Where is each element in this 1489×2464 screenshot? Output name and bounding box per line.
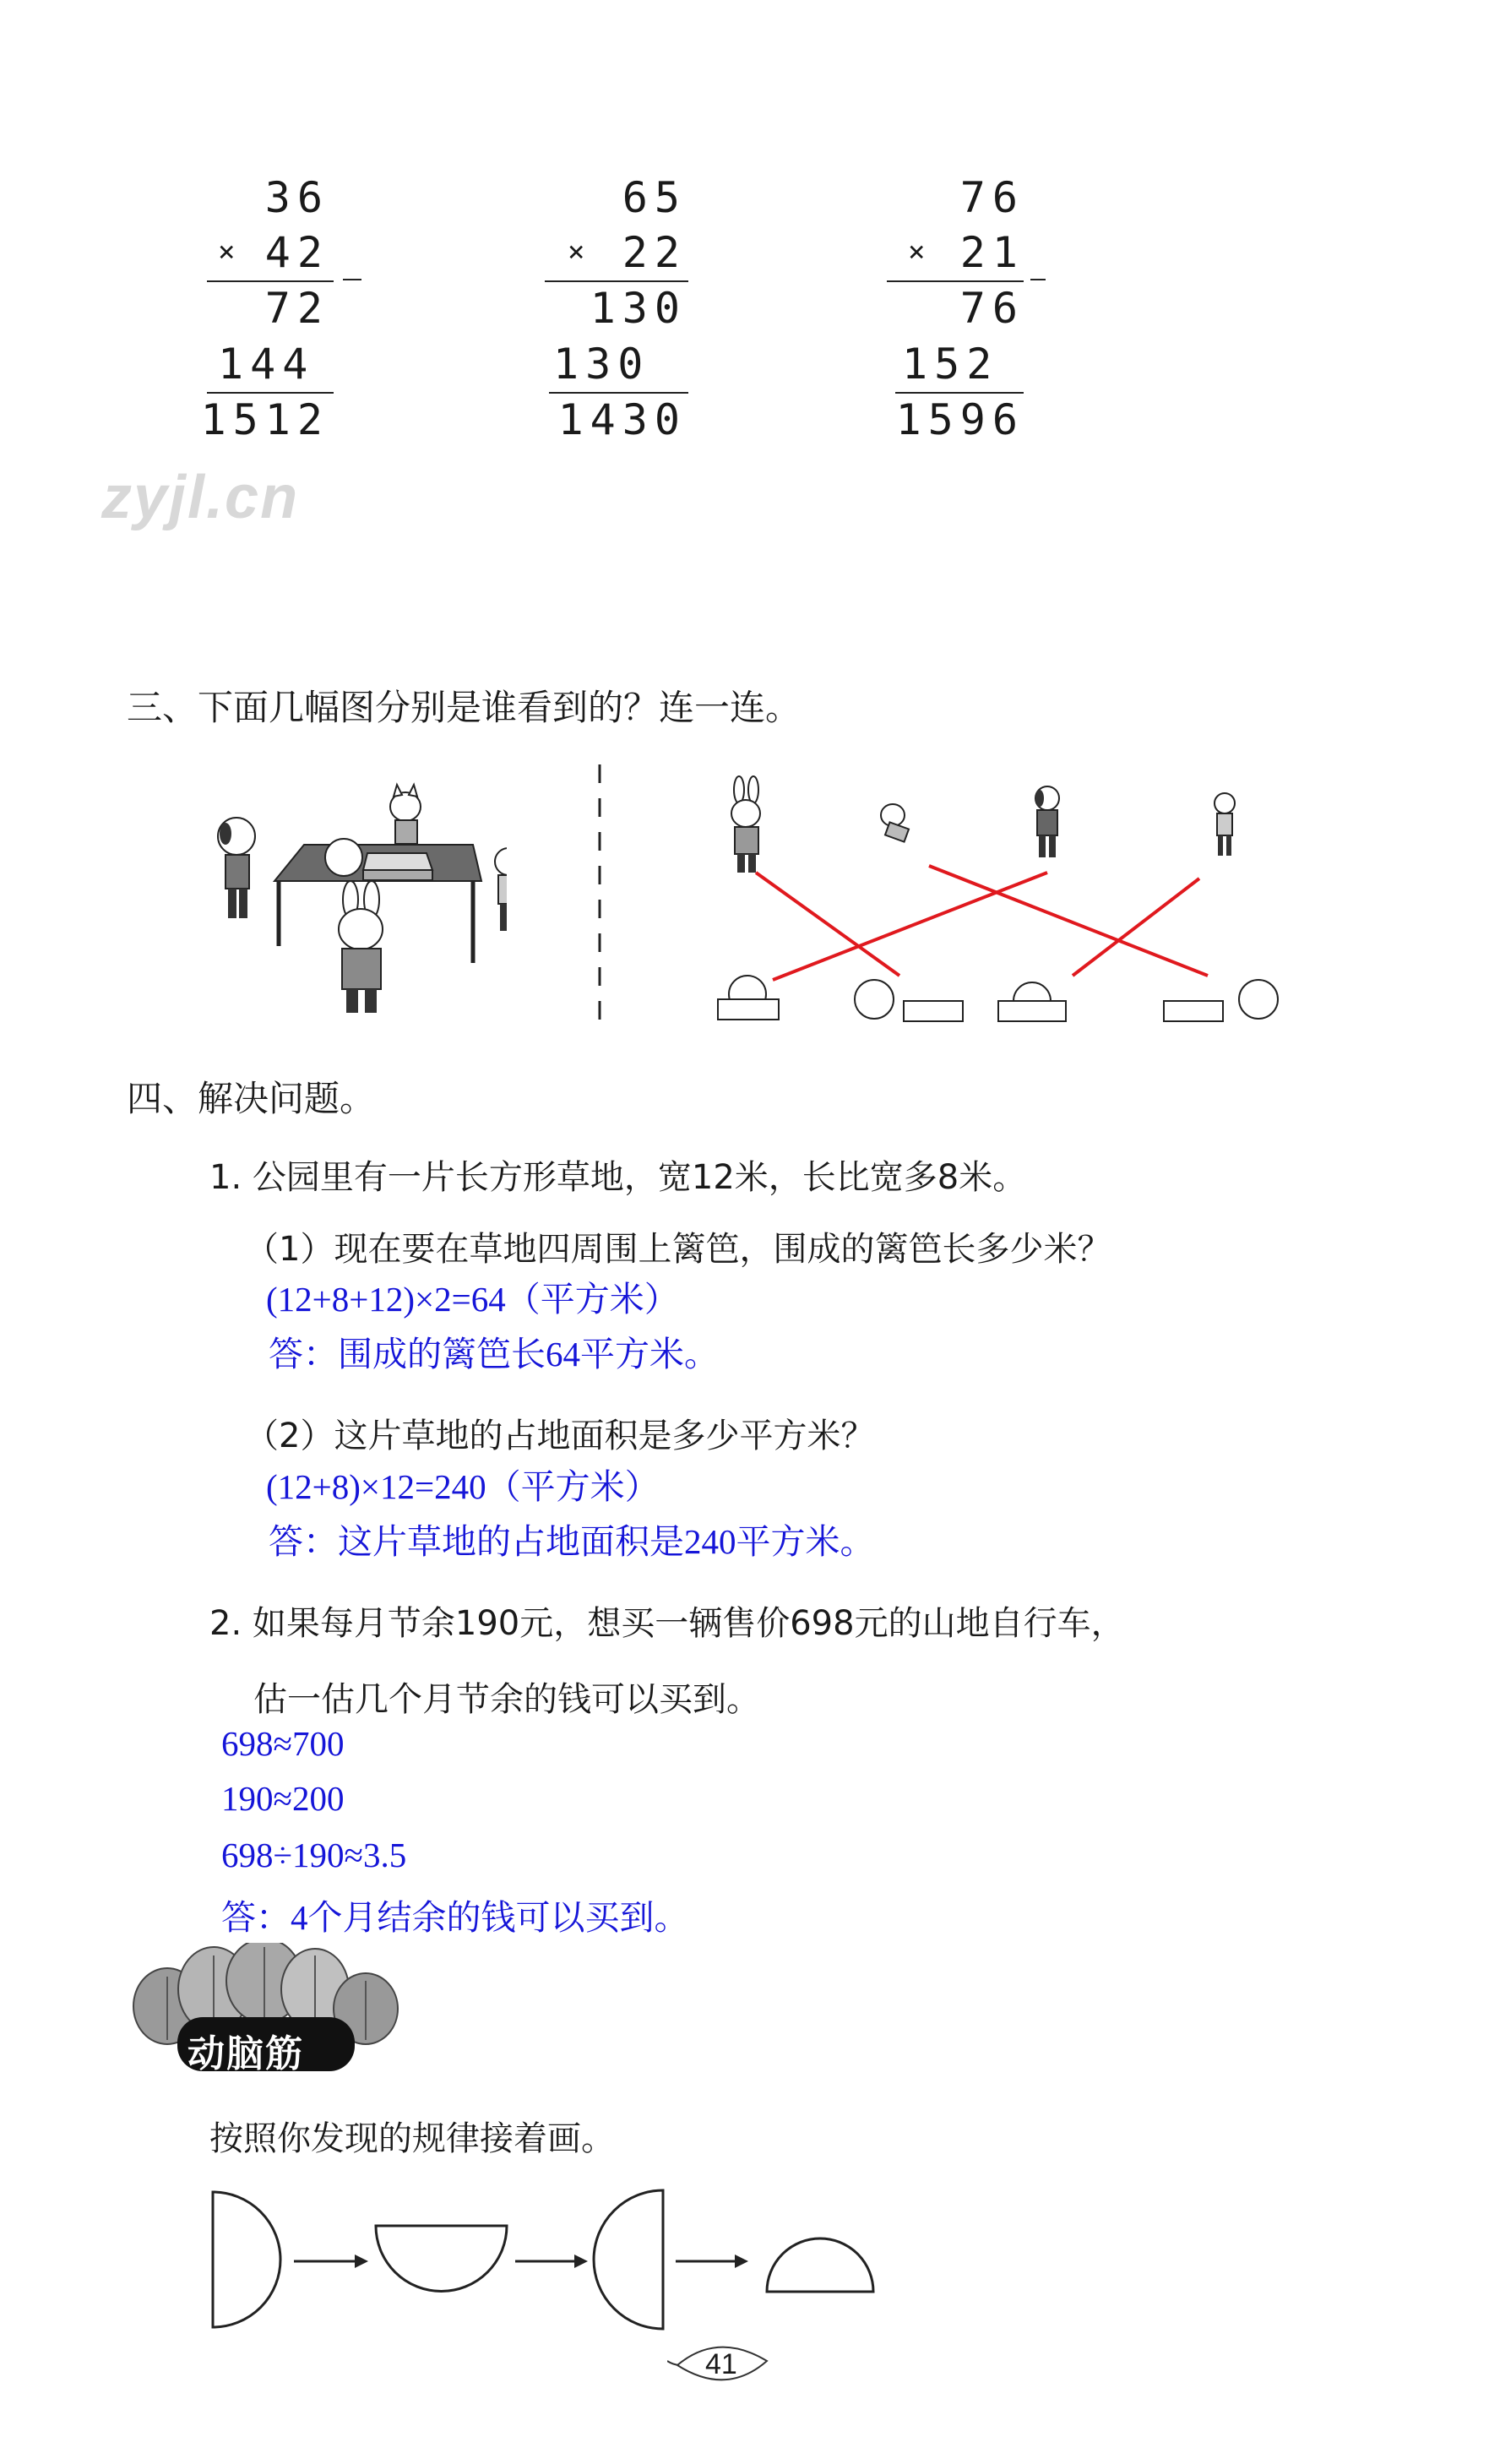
match-line bbox=[929, 866, 1208, 976]
calc-partial2: 130 bbox=[553, 340, 650, 389]
view-1 bbox=[718, 976, 779, 1020]
cat-figure bbox=[390, 785, 421, 844]
calc-result: 1512 bbox=[200, 395, 329, 444]
monkey-figure bbox=[1215, 793, 1235, 856]
calc-result: 1430 bbox=[557, 395, 687, 444]
problem2-text2: 估一估几个月节余的钱可以买到。 bbox=[253, 1680, 760, 1719]
cat-figure bbox=[881, 804, 909, 842]
half-circle-left bbox=[594, 2190, 663, 2329]
problem1-a2-answer: 答：这片草地的占地面积是240平方米。 bbox=[269, 1522, 875, 1561]
pattern-sequence bbox=[203, 2184, 904, 2336]
view-4 bbox=[1164, 980, 1278, 1021]
calc-partial1: 72 bbox=[264, 284, 329, 333]
view-3 bbox=[998, 982, 1066, 1021]
section4-title: 四、解决问题。 bbox=[127, 1078, 376, 1119]
half-circle-down bbox=[376, 2226, 507, 2292]
problem1-q1: （1）现在要在草地四周围上篱笆，围成的篱笆长多少米？ bbox=[245, 1230, 1111, 1269]
match-line bbox=[773, 873, 1047, 980]
brain-badge: 动脑筋 bbox=[187, 2032, 304, 2075]
calc-partial2: 152 bbox=[902, 340, 999, 389]
dog-figure bbox=[218, 818, 255, 918]
calc-partial2: 144 bbox=[218, 340, 315, 389]
rabbit-figure bbox=[731, 776, 760, 873]
calc-result: 1596 bbox=[895, 395, 1024, 444]
problem2-work-2: 190≈200 bbox=[221, 1779, 345, 1818]
matching-diagram bbox=[701, 773, 1292, 1035]
calc-top: 36 bbox=[264, 173, 329, 222]
calc-top: 65 bbox=[622, 173, 687, 222]
calc-bottom: 21 bbox=[959, 228, 1024, 277]
monkey-figure bbox=[495, 848, 507, 931]
dog-figure bbox=[1035, 786, 1059, 857]
problem2-answer: 答：4个月结余的钱可以买到。 bbox=[221, 1898, 689, 1937]
problem2-text: 2. 如果每月节余190元，想买一辆售价698元的山地自行车， bbox=[209, 1604, 1125, 1643]
calc-top: 76 bbox=[959, 173, 1024, 222]
problem1-a2-calc: (12+8)×12=240（平方米） bbox=[266, 1467, 660, 1506]
problem1-q2: （2）这片草地的占地面积是多少平方米？ bbox=[245, 1417, 875, 1455]
brain-instruction: 按照你发现的规律接着画。 bbox=[209, 2119, 615, 2158]
page-number: 41 bbox=[705, 2348, 737, 2380]
dashed-divider bbox=[595, 764, 604, 1026]
multiply-sign: × bbox=[908, 235, 926, 269]
calc-bottom: 42 bbox=[264, 228, 329, 277]
problem1-a1-calc: (12+8+12)×2=64（平方米） bbox=[266, 1280, 679, 1319]
multiply-sign: × bbox=[568, 235, 585, 269]
rabbit-figure bbox=[339, 881, 383, 1013]
table-scene-illustration bbox=[203, 773, 507, 1026]
match-line bbox=[1073, 878, 1199, 976]
calc-bottom: 22 bbox=[622, 228, 687, 277]
calc-partial1: 76 bbox=[959, 284, 1024, 333]
view-2 bbox=[855, 980, 963, 1021]
problem2-work-1: 698≈700 bbox=[221, 1724, 345, 1763]
watermark: zyjl.cn bbox=[101, 464, 300, 531]
section3-title: 三、下面几幅图分别是谁看到的？连一连。 bbox=[127, 687, 802, 728]
calc-partial1: 130 bbox=[590, 284, 687, 333]
half-circle-right bbox=[213, 2192, 280, 2327]
problem2-work-3: 698÷190≈3.5 bbox=[221, 1836, 407, 1874]
problem1-a1-answer: 答：围成的篱笆长64平方米。 bbox=[269, 1335, 719, 1373]
half-circle-up bbox=[767, 2238, 873, 2292]
problem1-text: 1. 公园里有一片长方形草地，宽12米，长比宽多8米。 bbox=[209, 1158, 1027, 1197]
multiply-sign: × bbox=[218, 235, 236, 269]
